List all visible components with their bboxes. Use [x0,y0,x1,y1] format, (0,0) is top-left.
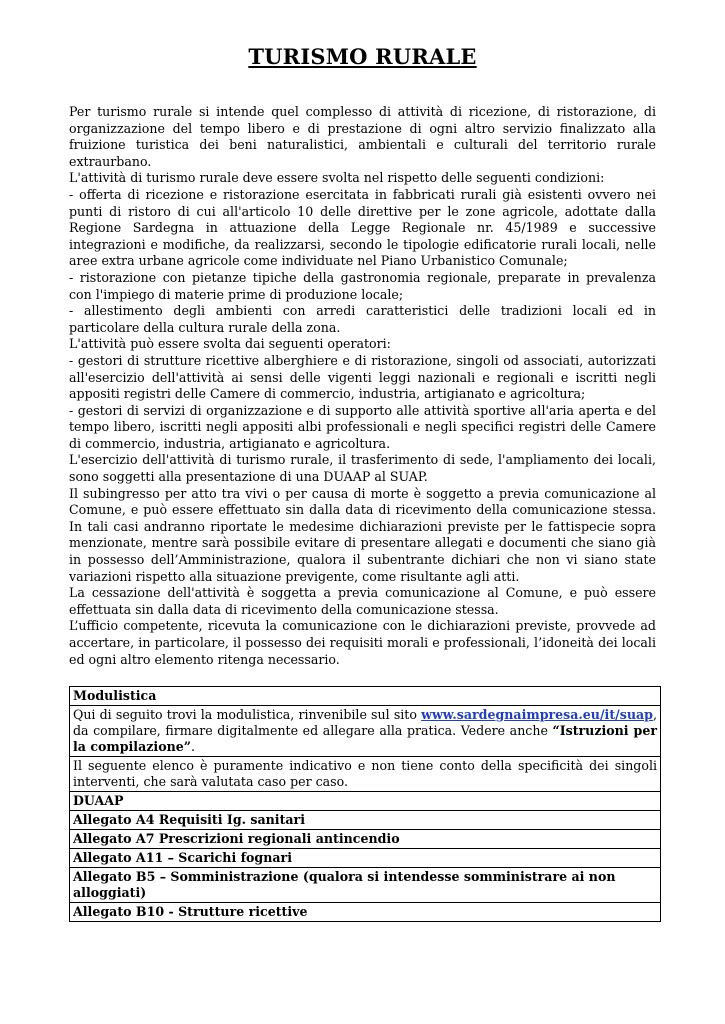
intro-text [73,707,657,755]
forms-table [69,686,661,922]
table-row [70,811,661,830]
sardegnaimpresa-link[interactable]: www.sardegnaimpresa.eu/it/suap [421,707,653,722]
paragraph: - allestimento degli ambienti con arredi caratteristici delle tradizioni locali ed in particolare della cultura rurale della zona. [69,303,656,335]
paragraph: Per turismo rurale si intende quel complesso di attività di ricezione, di ristorazione, di organizzazione del tempo libero e di prestazione di ogni altro servizio finalizzato alla fruizione turistica dei beni naturalistici, ambientali e culturali del territorio rurale extraurbano. [69,104,656,169]
form-item-a4: Allegato A4 Requisiti Ig. sanitari [70,811,661,830]
page-title: TURISMO RURALE [248,44,477,69]
note-text: Il seguente elenco è puramente indicativo e non tiene conto della specificità dei singoli interventi, che sarà valutata caso per caso. [73,758,657,789]
table-row [70,792,661,811]
table-header: Modulistica [70,687,661,706]
form-item-b10: Allegato B10 - Strutture ricettive [70,903,661,922]
paragraph: La cessazione dell'attività è soggetta a previa comunicazione al Comune, e può essere effettuata sin dalla data di ricevimento della comunicazione stessa. [69,585,656,617]
table-row [70,830,661,849]
paragraph: L'esercizio dell'attività di turismo rurale, il trasferimento di sede, l'ampliamento dei locali, sono soggetti alla presentazione di una DUAAP al SUAP. [69,452,656,485]
form-item-duaap: DUAAP [70,792,661,811]
intro-text-middle: , da compilare, firmare digitalmente ed allegare alla pratica. Vedere anche [73,707,657,738]
form-item-b5: Allegato B5 – Somministrazione (qualora si intendesse somministrare ai non alloggiati) [70,868,661,903]
table-intro-cell [70,706,661,757]
table-row [70,903,661,922]
table-header-row [70,687,661,706]
paragraph: Il subingresso per atto tra vivi o per causa di morte è soggetto a previa comunicazione al Comune, e può essere effettuato sin dalla data di ricevimento della comunicazione stessa. In tali casi andranno riportate le medesime dichiarazioni previste per le fattispecie sopra menzionate, mentre sarà possibile evitare di presentare allegati e documenti che siano già in possesso dell’Amministrazione, qualora il subentrante dichiari che non vi siano state variazioni rispetto alla situazione previgente, come risultante agli atti. [69,485,656,584]
paragraph: L’ufficio competente, ricevuta la comunicazione con le dichiarazioni previste, provvede ad accertare, in particolare, il possesso dei requisiti morali e professionali, l’idoneità dei locali ed ogni altro elemento ritenga necessario. [69,618,656,667]
paragraph: - ristorazione con pietanze tipiche della gastronomia regionale, preparate in prevalenza con l'impiego di materie prime di produzione locale; [69,269,656,302]
form-item-a7: Allegato A7 Prescrizioni regionali antincendio [70,830,661,849]
document-body [69,104,656,668]
paragraph: - gestori di strutture ricettive alberghiere e di ristorazione, singoli od associati, autorizzati all'esercizio dell'attività ai sensi delle vigenti leggi nazionali e regionali e iscritti negli appositi registri delle Camere di commercio, industria, artigianato e agricoltura; [69,352,656,402]
intro-text-end: . [191,739,196,754]
table-row [70,868,661,903]
paragraph: - gestori di servizi di organizzazione e di supporto alle attività sportive all'aria aperta e del tempo libero, iscritti negli appositi albi professionali e negli specifici registri delle Camere di commercio, industria, artigianato e agricoltura. [69,402,656,451]
instructions-reference: “Istruzioni per la compilazione” [73,723,657,754]
paragraph: L'attività può essere svolta dai seguenti operatori: [69,336,391,352]
table-row [70,849,661,868]
table-row [70,757,661,792]
form-item-a11: Allegato A11 – Scarichi fognari [70,849,661,868]
table-row [70,706,661,757]
paragraph: L'attività di turismo rurale deve essere svolta nel rispetto delle seguenti condizioni: [69,170,605,186]
paragraph: - offerta di ricezione e ristorazione esercitata in fabbricati rurali già esistenti ovvero nei punti di ristoro di cui all'articolo 10 delle direttive per le zone agricole, adottate dalla Regione Sardegna in attuazione della Legge Regionale nr. 45/1989 e successive integrazioni e modifiche, da realizzarsi, secondo le tipologie edificatorie rurali locali, nelle aree extra urbane agricole come individuate nel Piano Urbanistico Comunale; [69,186,656,269]
table-note-cell [70,757,661,792]
intro-text-start: Qui di seguito trovi la modulistica, rinvenibile sul sito [73,707,422,722]
